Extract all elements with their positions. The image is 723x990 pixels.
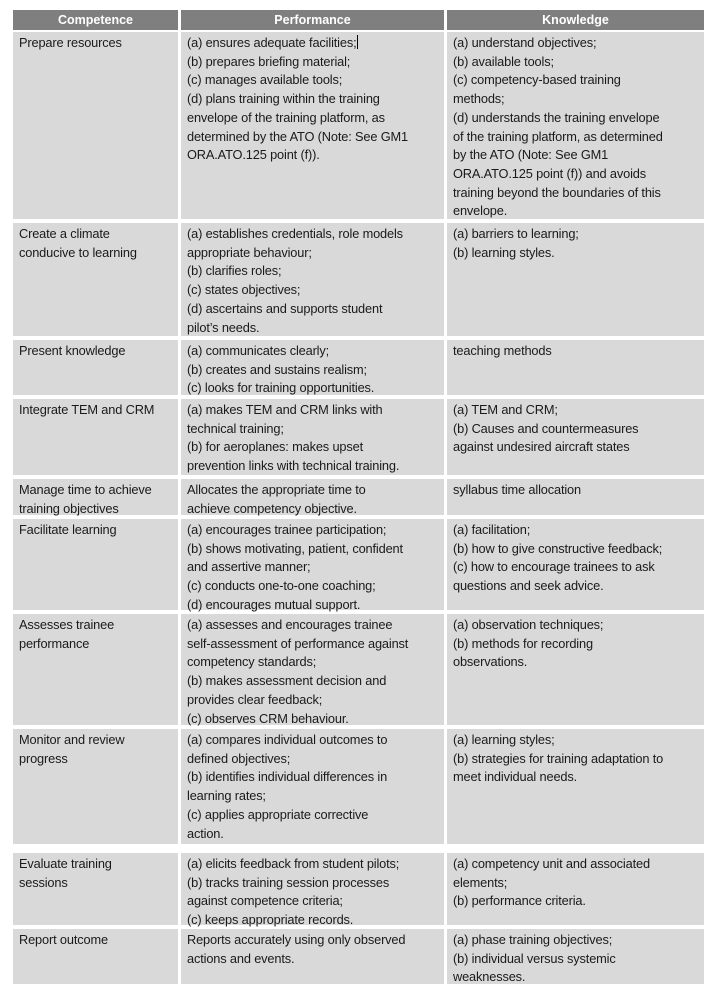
competence-cell: [13, 729, 178, 844]
cell-text-line: (a) TEM and CRM;: [453, 402, 558, 417]
cell-text-line: against competence criteria;: [187, 893, 343, 909]
cell-text-line: (b) Causes and countermeasures: [453, 420, 639, 436]
cell-text-line: of the training platform, as determined: [453, 128, 663, 144]
cell-text-line: Manage time to achieve: [19, 482, 152, 497]
cell-text-line: performance: [19, 635, 90, 651]
cell-text-line: (d) ascertains and supports student: [187, 300, 383, 316]
cell-text-line: (a) assesses and encourages trainee: [187, 617, 393, 632]
knowledge-cell: [447, 32, 704, 219]
cell-text-line: questions and seek advice.: [453, 578, 604, 594]
cell-text-line: defined objectives;: [187, 750, 291, 766]
cell-text-line: (b) methods for recording: [453, 635, 593, 651]
cell-text-line: Report outcome: [19, 932, 108, 947]
cell-text-line: (a) competency unit and associated: [453, 856, 650, 871]
cell-text-line: achieve competency objective.: [187, 500, 357, 516]
cell-text-line: prevention links with technical training.: [187, 458, 400, 474]
competence-cell: [13, 223, 178, 336]
cell-text-line: actions and events.: [187, 950, 295, 966]
performance-cell: [181, 32, 444, 219]
cell-text-line: (b) shows motivating, patient, confident: [187, 540, 403, 556]
cell-text-line: (c) applies appropriate corrective: [187, 806, 369, 822]
competence-cell: [13, 32, 178, 219]
competence-cell: [13, 614, 178, 725]
knowledge-cell: [447, 479, 704, 515]
competence-cell: [13, 340, 178, 395]
cell-text-line: teaching methods: [453, 343, 552, 358]
cell-text-line: (b) available tools;: [453, 53, 554, 69]
cell-text-line: pilot’s needs.: [187, 319, 260, 335]
cell-text-line: (a) understand objectives;: [453, 35, 597, 50]
cell-text-line: progress: [19, 750, 68, 766]
cell-text-line: conducive to learning: [19, 244, 137, 260]
cell-text-line: weaknesses.: [453, 969, 526, 985]
competence-cell: [13, 519, 178, 610]
cell-text-line: (a) learning styles;: [453, 732, 555, 747]
performance-cell: [181, 479, 444, 515]
table-row: [13, 929, 704, 984]
header-knowledge: Knowledge: [447, 10, 704, 30]
cell-text-line: (a) establishes credentials, role models: [187, 226, 403, 241]
table-row: [13, 399, 704, 475]
cell-text-line: (c) states objectives;: [187, 282, 301, 298]
cell-text-line: (a) elicits feedback from student pilots;: [187, 856, 400, 871]
cell-text-line: (c) conducts one-to-one coaching;: [187, 578, 376, 594]
performance-cell: [181, 340, 444, 395]
table-row: [13, 340, 704, 395]
cell-text-line: (a) phase training objectives;: [453, 932, 613, 947]
knowledge-cell: [447, 853, 704, 925]
cell-text-line: syllabus time allocation: [453, 482, 581, 497]
cell-text-line: (a) facilitation;: [453, 522, 531, 537]
cell-text-line: Monitor and review: [19, 732, 125, 747]
cell-text-line: by the ATO (Note: See GM1: [453, 147, 609, 163]
cell-text-line: (a) observation techniques;: [453, 617, 604, 632]
text-cursor: [357, 35, 358, 49]
cell-text-line: (b) identifies individual differences in: [187, 769, 388, 785]
table-body: [13, 32, 704, 984]
cell-text-line: (a) encourages trainee participation;: [187, 522, 387, 537]
cell-text-line: (a) barriers to learning;: [453, 226, 579, 241]
cell-text-line: Reports accurately using only observed: [187, 932, 406, 947]
cell-text-line: learning rates;: [187, 788, 266, 804]
knowledge-cell: [447, 614, 704, 725]
cell-text-line: (b) learning styles.: [453, 244, 555, 260]
cell-text-line: Integrate TEM and CRM: [19, 402, 155, 417]
cell-text-line: (c) how to encourage trainees to ask: [453, 559, 655, 575]
table-row: [13, 479, 704, 515]
cell-text-line: (c) looks for training opportunities.: [187, 380, 375, 396]
cell-text-line: provides clear feedback;: [187, 691, 323, 707]
knowledge-cell: [447, 223, 704, 336]
cell-text-line: Evaluate training: [19, 856, 112, 871]
cell-text-line: (a) makes TEM and CRM links with: [187, 402, 383, 417]
cell-text-line: (b) prepares briefing material;: [187, 53, 351, 69]
cell-text-line: Assesses trainee: [19, 617, 115, 632]
cell-text-line: appropriate behaviour;: [187, 244, 312, 260]
cell-text-line: ORA.ATO.125 point (f)) and avoids: [453, 165, 647, 181]
performance-cell: [181, 519, 444, 610]
cell-text-line: observations.: [453, 654, 528, 670]
cell-text-line: sessions: [19, 874, 68, 890]
cell-text-line: action.: [187, 825, 224, 841]
knowledge-cell: [447, 519, 704, 610]
cell-text-line: Create a climate: [19, 226, 110, 241]
knowledge-cell: [447, 729, 704, 844]
cell-text-line: Allocates the appropriate time to: [187, 482, 366, 497]
table-row: [13, 519, 704, 610]
cell-text-line: (b) individual versus systemic: [453, 950, 616, 966]
cell-text-line: training objectives: [19, 500, 119, 516]
table-row: [13, 32, 704, 219]
cell-text-line: (b) strategies for training adaptation to: [453, 750, 664, 766]
cell-text-line: (a) compares individual outcomes to: [187, 732, 388, 747]
performance-cell: [181, 399, 444, 475]
cell-text-line: (d) plans training within the training: [187, 91, 380, 107]
table-row: [13, 223, 704, 336]
cell-text-line: (d) understands the training envelope: [453, 109, 660, 125]
knowledge-cell: [447, 399, 704, 475]
performance-cell: [181, 614, 444, 725]
competence-cell: [13, 479, 178, 515]
cell-text-line: technical training;: [187, 420, 284, 436]
cell-text-line: (b) makes assessment decision and: [187, 673, 387, 689]
knowledge-cell: [447, 340, 704, 395]
cell-text-line: (c) competency-based training: [453, 72, 621, 88]
table-row: [13, 853, 704, 928]
cell-text-line: Facilitate learning: [19, 522, 117, 537]
cell-text-line: elements;: [453, 874, 508, 890]
table-row: [13, 614, 704, 725]
cell-text-line: (a) communicates clearly;: [187, 343, 330, 358]
cell-text-line: envelope of the training platform, as: [187, 109, 385, 125]
competence-cell: [13, 399, 178, 475]
competence-cell: [13, 853, 178, 925]
cell-text-line: (c) manages available tools;: [187, 72, 343, 88]
cell-text-line: self-assessment of performance against: [187, 635, 409, 651]
cell-text-line: (b) clarifies roles;: [187, 263, 282, 279]
cell-text-line: (b) tracks training session processes: [187, 874, 390, 890]
performance-cell: [181, 223, 444, 336]
cell-text-line: envelope.: [453, 203, 508, 219]
cell-text-line: (d) encourages mutual support.: [187, 596, 361, 612]
knowledge-cell: [447, 929, 704, 984]
table-row: [13, 729, 704, 844]
cell-text-line: training beyond the boundaries of this: [453, 184, 661, 200]
header-performance: Performance: [181, 10, 444, 30]
cell-text-line: ORA.ATO.125 point (f)).: [187, 147, 320, 163]
competence-cell: [13, 929, 178, 984]
cell-text-line: (b) for aeroplanes: makes upset: [187, 439, 364, 455]
performance-cell: [181, 853, 444, 928]
cell-text-line: (c) observes CRM behaviour.: [187, 710, 349, 726]
cell-text-line: Prepare resources: [19, 35, 122, 50]
cell-text-line: (b) creates and sustains realism;: [187, 361, 367, 377]
cell-text-line: against undesired aircraft states: [453, 439, 630, 455]
competency-table: [13, 10, 704, 988]
header-competence: Competence: [13, 10, 178, 30]
cell-text-line: (b) how to give constructive feedback;: [453, 540, 663, 556]
cell-text-line: methods;: [453, 91, 505, 107]
cell-text-line: Present knowledge: [19, 343, 126, 358]
cell-text-line: (a) ensures adequate facilities;: [187, 35, 357, 50]
performance-cell: [181, 929, 444, 984]
cell-text-line: (b) performance criteria.: [453, 893, 586, 909]
cell-text-line: meet individual needs.: [453, 769, 578, 785]
cell-text-line: (c) keeps appropriate records.: [187, 912, 354, 928]
cell-text-line: determined by the ATO (Note: See GM1: [187, 128, 409, 144]
table-header-row: [13, 10, 704, 30]
cell-text-line: competency standards;: [187, 654, 317, 670]
cell-text-line: and assertive manner;: [187, 559, 311, 575]
performance-cell: [181, 729, 444, 844]
